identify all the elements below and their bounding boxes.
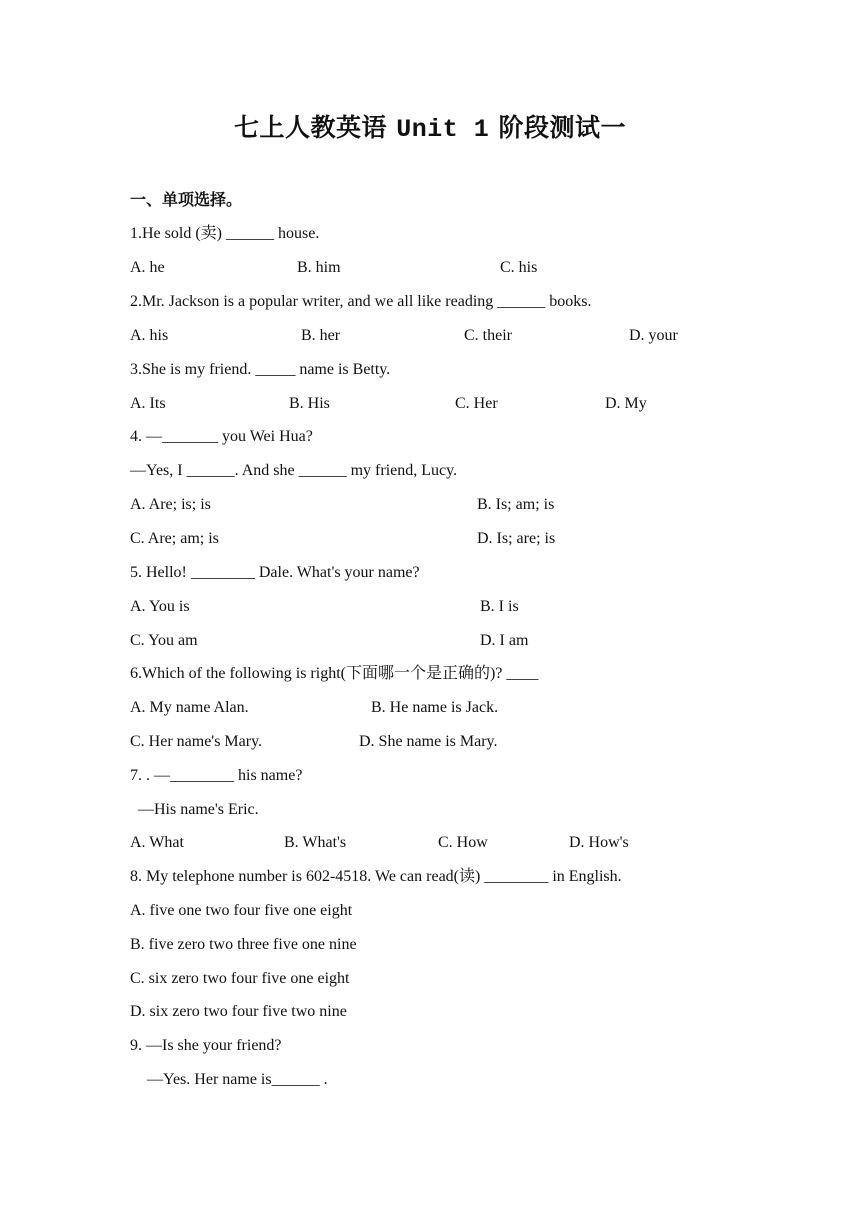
question-3-stem: 3.She is my friend. _____ name is Betty. <box>130 361 391 378</box>
question-1-option-c: C. his <box>500 259 538 276</box>
question-5-option-c: C. You am <box>130 632 198 649</box>
question-7-option-b: B. What's <box>284 834 347 851</box>
question-4-option-d: D. Is; are; is <box>477 530 556 547</box>
question-3-option-d: D. My <box>605 395 647 412</box>
question-6-option-d: D. She name is Mary. <box>359 733 498 750</box>
question-2-option-a: A. his <box>130 327 169 344</box>
question-2-option-c: C. their <box>464 327 512 344</box>
question-8-option-a: A. five one two four five one eight <box>130 902 353 919</box>
question-8-option-c: C. six zero two four five one eight <box>130 970 350 987</box>
question-7-option-c: C. How <box>438 834 488 851</box>
question-8-option-d: D. six zero two four five two nine <box>130 1003 347 1020</box>
question-4-stem: 4. —_______ you Wei Hua? <box>130 428 313 445</box>
question-6-option-c: C. Her name's Mary. <box>130 733 263 750</box>
question-2-option-d: D. your <box>629 327 678 344</box>
question-6-stem: 6.Which of the following is right(下面哪一个是正确的)? ____ <box>130 665 539 682</box>
question-9-stem: 9. —Is she your friend? <box>130 1037 282 1054</box>
question-7-option-d: D. How's <box>569 834 629 851</box>
question-4-option-c: C. Are; am; is <box>130 530 219 547</box>
question-4-option-b: B. Is; am; is <box>477 496 555 513</box>
question-2-option-b: B. her <box>301 327 341 344</box>
question-3-option-b: B. His <box>289 395 330 412</box>
question-5-option-a: A. You is <box>130 598 190 615</box>
question-5-option-d: D. I am <box>480 632 529 649</box>
question-1-option-a: A. he <box>130 259 165 276</box>
section-heading: 一、单项选择。 <box>130 190 243 209</box>
question-5-stem: 5. Hello! ________ Dale. What's your name? <box>130 564 420 581</box>
question-6-option-a: A. My name Alan. <box>130 699 249 716</box>
question-9-stem-reply: —Yes. Her name is______ . <box>147 1071 328 1088</box>
question-5-option-b: B. I is <box>480 598 519 615</box>
title-unit: Unit 1 <box>396 115 490 144</box>
question-7-stem-reply: —His name's Eric. <box>138 801 259 818</box>
title-chinese-prefix: 七上人教英语 <box>234 113 388 142</box>
question-3-option-a: A. Its <box>130 395 166 412</box>
title-chinese-suffix: 阶段测试一 <box>498 113 626 142</box>
question-7-stem: 7. . —________ his name? <box>130 767 303 784</box>
question-3-option-c: C. Her <box>455 395 498 412</box>
question-4-stem-reply: —Yes, I ______. And she ______ my friend, Lucy. <box>130 462 458 479</box>
question-4-option-a: A. Are; is; is <box>130 496 211 513</box>
question-7-option-a: A. What <box>130 834 184 851</box>
question-8-option-b: B. five zero two three five one nine <box>130 936 357 953</box>
question-1-stem: 1.He sold (卖) ______ house. <box>130 225 320 242</box>
document-title <box>0 108 860 144</box>
question-6-option-b: B. He name is Jack. <box>371 699 499 716</box>
question-8-stem: 8. My telephone number is 602-4518. We can read(读) ________ in English. <box>130 868 622 885</box>
question-2-stem: 2.Mr. Jackson is a popular writer, and we all like reading ______ books. <box>130 293 592 310</box>
question-1-option-b: B. him <box>297 259 341 276</box>
